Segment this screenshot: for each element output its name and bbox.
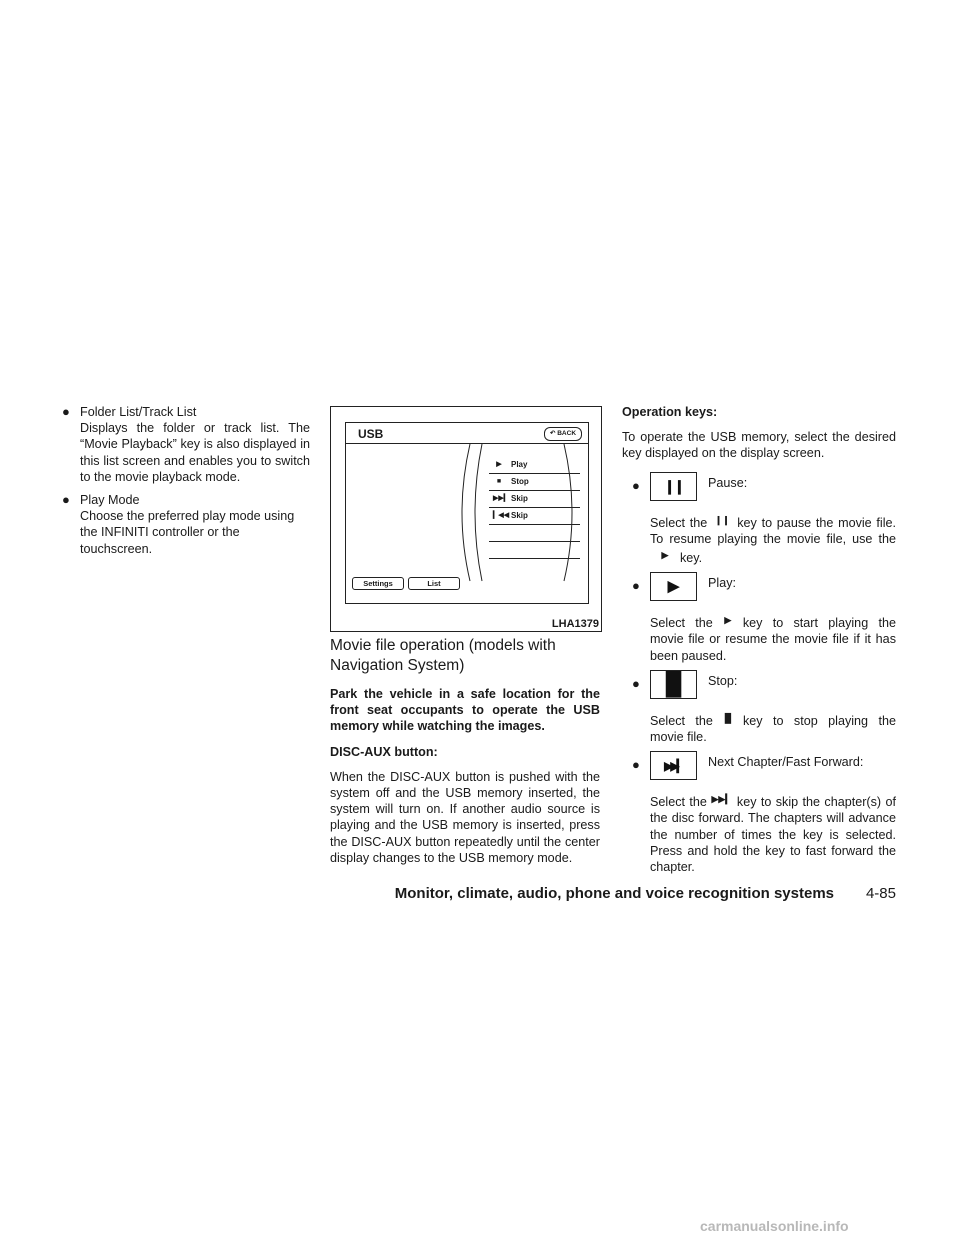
- play-icon: ▶: [661, 550, 669, 561]
- pause-icon: ❙❙: [650, 472, 697, 501]
- bullet-title: Folder List/Track List: [80, 405, 197, 419]
- section-heading: Movie file operation (models with Navigation System): [330, 637, 556, 674]
- desc-end: key.: [680, 551, 703, 566]
- bullet-title: Play Mode: [80, 493, 140, 508]
- next-chapter-icon: ▶▶▎: [650, 751, 697, 780]
- desc-after: key to start playing the movie file or resume the movie file if it has been paused.: [650, 616, 896, 663]
- play-icon: ▶: [724, 615, 732, 626]
- bullet-dot: ●: [62, 492, 70, 508]
- skip-forward-icon: ▶▶▎: [493, 495, 510, 502]
- desc-before: Select the: [650, 616, 713, 631]
- menu-item-empty: [489, 525, 580, 542]
- key-item-pause: [622, 472, 896, 567]
- stop-icon: ■: [496, 478, 502, 485]
- page-number: 4-85: [865, 885, 896, 902]
- bullet-dot: ●: [632, 757, 640, 773]
- desc-after: key to skip the chapter(s) of the disc forward. The chapters will advance the number of times the key is selected. Press and hold the key to fast forward the chapter.: [650, 795, 896, 875]
- figure-label: LHA1379: [551, 618, 599, 630]
- menu-item-skip-back: [489, 508, 580, 525]
- usb-screen: [345, 422, 589, 604]
- desc-after: key to pause the movie file. To resume playing the movie file, use the: [650, 515, 897, 546]
- desc-before: Select the: [650, 795, 707, 810]
- usb-screen-figure: [330, 406, 602, 632]
- menu-item-stop: [489, 474, 580, 491]
- key-label: Stop:: [708, 673, 738, 688]
- play-icon: ▶: [496, 461, 502, 468]
- menu-item-empty: [489, 542, 580, 559]
- bullet-dot: ●: [632, 477, 640, 493]
- settings-button: Settings: [352, 577, 404, 590]
- pause-icon: ❙❙: [714, 514, 730, 525]
- back-label: BACK: [557, 430, 577, 437]
- left-column: [62, 404, 310, 564]
- menu-label: Play: [511, 460, 528, 469]
- operation-keys-heading: Operation keys:: [622, 405, 718, 419]
- subheading: DISC-AUX button:: [330, 744, 438, 759]
- watermark: carmanualsonline.info: [700, 1218, 849, 1234]
- paragraph: When the DISC-AUX button is pushed with the system off and the USB memory inserted, the system will turn on. If another audio source is playing and the USB memory is inserted, press the DISC-AUX button repeatedly until the center display changes to the USB memory mode.: [330, 769, 600, 865]
- warning-text: Park the vehicle in a safe location for the front seat occupants to operate the USB memory while watching the images.: [330, 687, 600, 734]
- bullet-text: Displays the folder or track list. The “Movie Playback” key is also displayed in this list screen and enables you to switch to the movie playback mode.: [80, 421, 310, 484]
- key-label: Play:: [708, 576, 736, 591]
- desc-before: Select the: [650, 713, 713, 728]
- bullet-dot: ●: [632, 578, 640, 594]
- desc-before: Select the: [650, 515, 708, 530]
- key-item-stop: [622, 670, 896, 745]
- play-icon: ▶: [650, 572, 697, 601]
- intro-text: To operate the USB memory, select the desired key displayed on the display screen.: [622, 430, 896, 461]
- footer-title: Monitor, climate, audio, phone and voice recognition systems: [394, 885, 834, 902]
- skip-back-icon: ▎◀◀: [493, 512, 510, 519]
- menu-label: Stop: [511, 477, 529, 486]
- next-chapter-icon: ▶▶▎: [711, 794, 733, 805]
- menu-item-skip-forward: [489, 491, 580, 508]
- middle-column: [330, 636, 600, 875]
- desc-after: key to stop playing the movie file.: [650, 713, 896, 745]
- right-column: [622, 404, 896, 881]
- bullet-text: Choose the preferred play mode using the INFINITI controller or the touchscreen.: [80, 509, 295, 556]
- key-label: Next Chapter/Fast Forward:: [708, 755, 864, 770]
- bullet-play-mode: [62, 492, 310, 557]
- key-item-next-chapter: [622, 751, 896, 875]
- screen-title: USB: [358, 427, 384, 441]
- stop-icon: █: [724, 712, 732, 723]
- menu-item-play: [489, 457, 580, 474]
- menu-label: Skip: [511, 511, 528, 520]
- key-label: Pause:: [708, 475, 748, 490]
- bullet-dot: ●: [632, 675, 640, 691]
- bullet-folder-list: [62, 404, 310, 485]
- key-item-play: [622, 572, 896, 664]
- bullet-dot: ●: [62, 404, 70, 419]
- list-button: List: [408, 577, 460, 590]
- menu-label: Skip: [511, 494, 528, 503]
- stop-icon: █: [650, 670, 697, 699]
- back-arrow-icon: ↶: [549, 430, 556, 437]
